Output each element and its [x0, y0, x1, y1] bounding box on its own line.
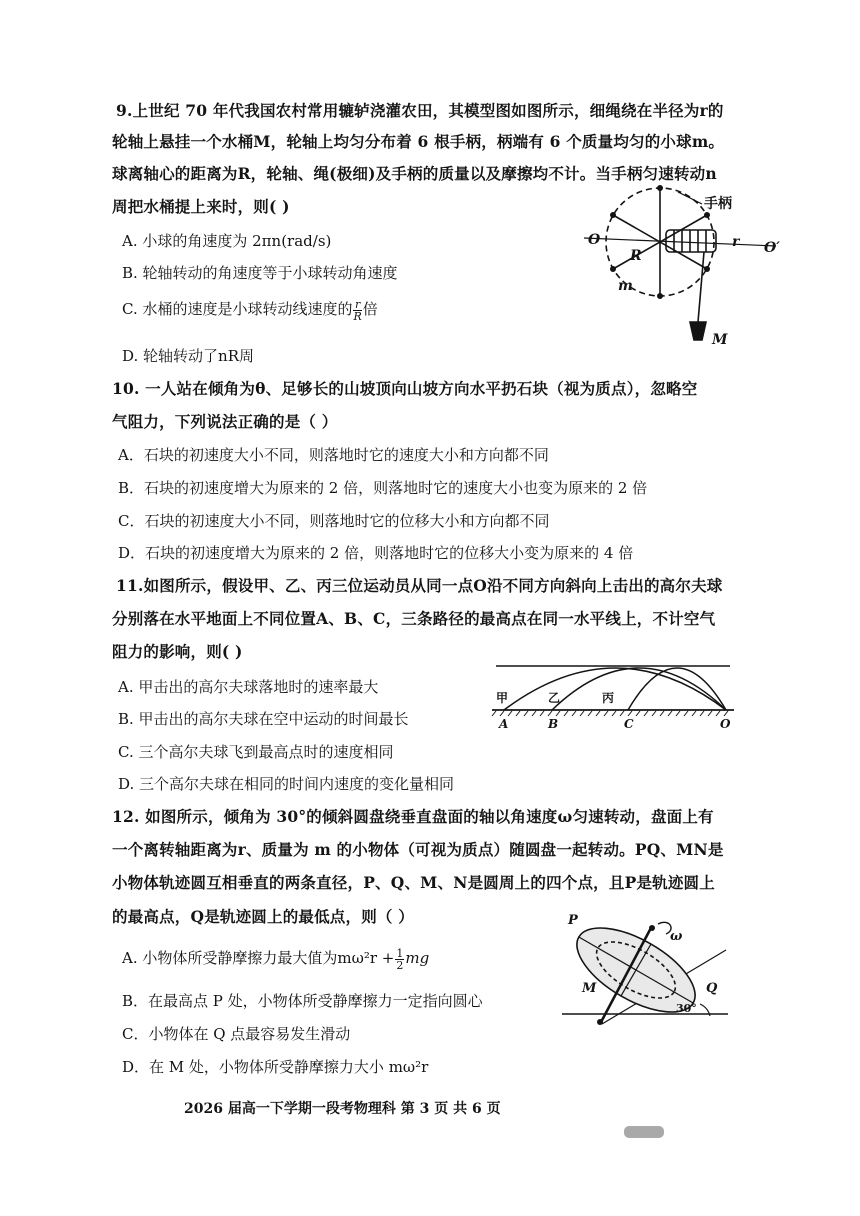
golf-trajectory-figure: [490, 660, 736, 732]
q10-line1: 10. 一人站在倾角为θ、足够长的山坡顶向山坡方向水平扔石块（视为质点），忽略空: [112, 379, 698, 398]
label-yi: 乙: [548, 691, 561, 705]
q10-line2: 气阻力，下列说法正确的是（ ）: [112, 412, 338, 431]
fraction-one-half: $\frac{1}{2}$: [396, 946, 404, 972]
label-R: R: [630, 248, 642, 264]
label-P: P: [568, 913, 578, 928]
q12-option-d: D．在 M 处，小物体所受静摩擦力大小 mω²r: [122, 1058, 429, 1076]
q12-option-a-suffix: mg: [405, 949, 430, 967]
rope: [698, 252, 704, 322]
q9-option-a: A. 小球的角速度为 2πn(rad/s): [122, 232, 332, 250]
q10-option-b: B．石块的初速度增大为原来的 2 倍，则落地时它的速度大小也变为原来的 2 倍: [118, 479, 648, 497]
label-M: M: [712, 332, 728, 348]
path-yi: [552, 668, 726, 710]
label-A: A: [499, 717, 509, 731]
q10-option-a: A．石块的初速度大小不同，则落地时它的速度大小和方向都不同: [118, 446, 549, 464]
fraction-r-over-R: $\frac{r}{R}$: [353, 297, 362, 323]
label-angle: 30°: [676, 1002, 697, 1015]
q11-line3: 阻力的影响，则( ): [112, 642, 243, 661]
q9-line3: 球离轴心的距离为R，轮轴、绳(极细)及手柄的质量以及摩擦均不计。当手柄匀速转动n: [112, 164, 717, 183]
q11-option-a: A. 甲击出的高尔夫球落地时的速率最大: [118, 678, 379, 696]
q10-option-d: D．石块的初速度增大为原来的 2 倍，则落地时它的位移大小变为原来的 4 倍: [118, 544, 634, 562]
label-Q: Q: [706, 981, 718, 996]
label-m: m: [618, 278, 633, 294]
q12-line2: 一个离转轴距离为r、质量为 m 的小物体（可视为质点）随圆盘一起转动。PQ、MN是: [112, 840, 724, 859]
label-O: O: [720, 717, 731, 731]
q12-line4: 的最高点，Q是轨迹圆上的最低点，则（ ）: [112, 907, 414, 926]
label-handle: 手柄: [704, 196, 732, 212]
label-r: r: [732, 234, 740, 250]
label-O-prime: O′: [764, 240, 780, 256]
label-C: C: [624, 717, 634, 731]
bucket: [690, 322, 706, 340]
q12-option-b: B．在最高点 P 处，小物体所受静摩擦力一定指向圆心: [122, 992, 483, 1010]
axis-line: [584, 238, 776, 246]
q9-option-c-text: C. 水桶的速度是小球转动线速度的: [122, 300, 353, 318]
q9-line1: 9.上世纪 70 年代我国农村常用辘轳浇灌农田，其模型图如图所示，细绳绕在半径为r的: [116, 101, 724, 120]
label-bing: 丙: [602, 691, 615, 705]
q11-line2: 分别落在水平地面上不同位置A、B、C，三条路径的最高点在同一水平线上，不计空气: [112, 609, 716, 628]
q9-option-c: [122, 298, 378, 322]
windlass-figure: [580, 180, 780, 350]
q9-option-b: B. 轮轴转动的角速度等于小球转动角速度: [122, 264, 398, 282]
q11-line1: 11.如图所示，假设甲、乙、丙三位运动员从同一点O沿不同方向斜向上击出的高尔夫球: [116, 576, 723, 595]
q12-line3: 小物体轨迹圆互相垂直的两条直径，P、Q、M、N是圆周上的四个点，且P是轨迹圆上: [112, 873, 715, 892]
q9-line4: 周把水桶提上来时，则( ): [112, 197, 290, 216]
q9-line2: 轮轴上悬挂一个水桶M，轮轴上均匀分布着 6 根手柄，柄端有 6 个质量均匀的小球m。: [112, 132, 725, 151]
path-bing: [628, 668, 726, 710]
q9-option-c-suffix: 倍: [362, 300, 378, 318]
label-O: O: [588, 232, 601, 248]
label-M: M: [582, 981, 597, 996]
scan-smudge: [624, 1126, 664, 1138]
q11-option-c: C. 三个高尔夫球飞到最高点时的速度相同: [118, 743, 394, 761]
q12-option-c: C．小物体在 Q 点最容易发生滑动: [122, 1025, 351, 1043]
label-jia: 甲: [496, 691, 509, 705]
q12-option-a: [122, 947, 429, 971]
page-footer: 2026 届高一下学期一段考物理科 第 3 页 共 6 页: [184, 1101, 501, 1117]
tilted-disc-figure: [560, 912, 730, 1030]
q12-line1: 12. 如图所示，倾角为 30°的倾斜圆盘绕垂直盘面的轴以角速度ω匀速转动，盘面上有: [112, 807, 714, 826]
q11-option-d: D. 三个高尔夫球在相同的时间内速度的变化量相同: [118, 775, 455, 793]
q11-option-b: B. 甲击出的高尔夫球在空中运动的时间最长: [118, 710, 409, 728]
path-jia: [504, 668, 726, 710]
label-B: B: [548, 717, 559, 731]
label-omega: ω: [670, 929, 683, 944]
q10-option-c: C．石块的初速度大小不同，则落地时它的位移大小和方向都不同: [118, 512, 550, 530]
q9-option-d: D. 轮轴转动了nR周: [122, 347, 254, 365]
q12-option-a-text: A. 小物体所受静摩擦力最大值为mω²r +: [122, 949, 395, 967]
